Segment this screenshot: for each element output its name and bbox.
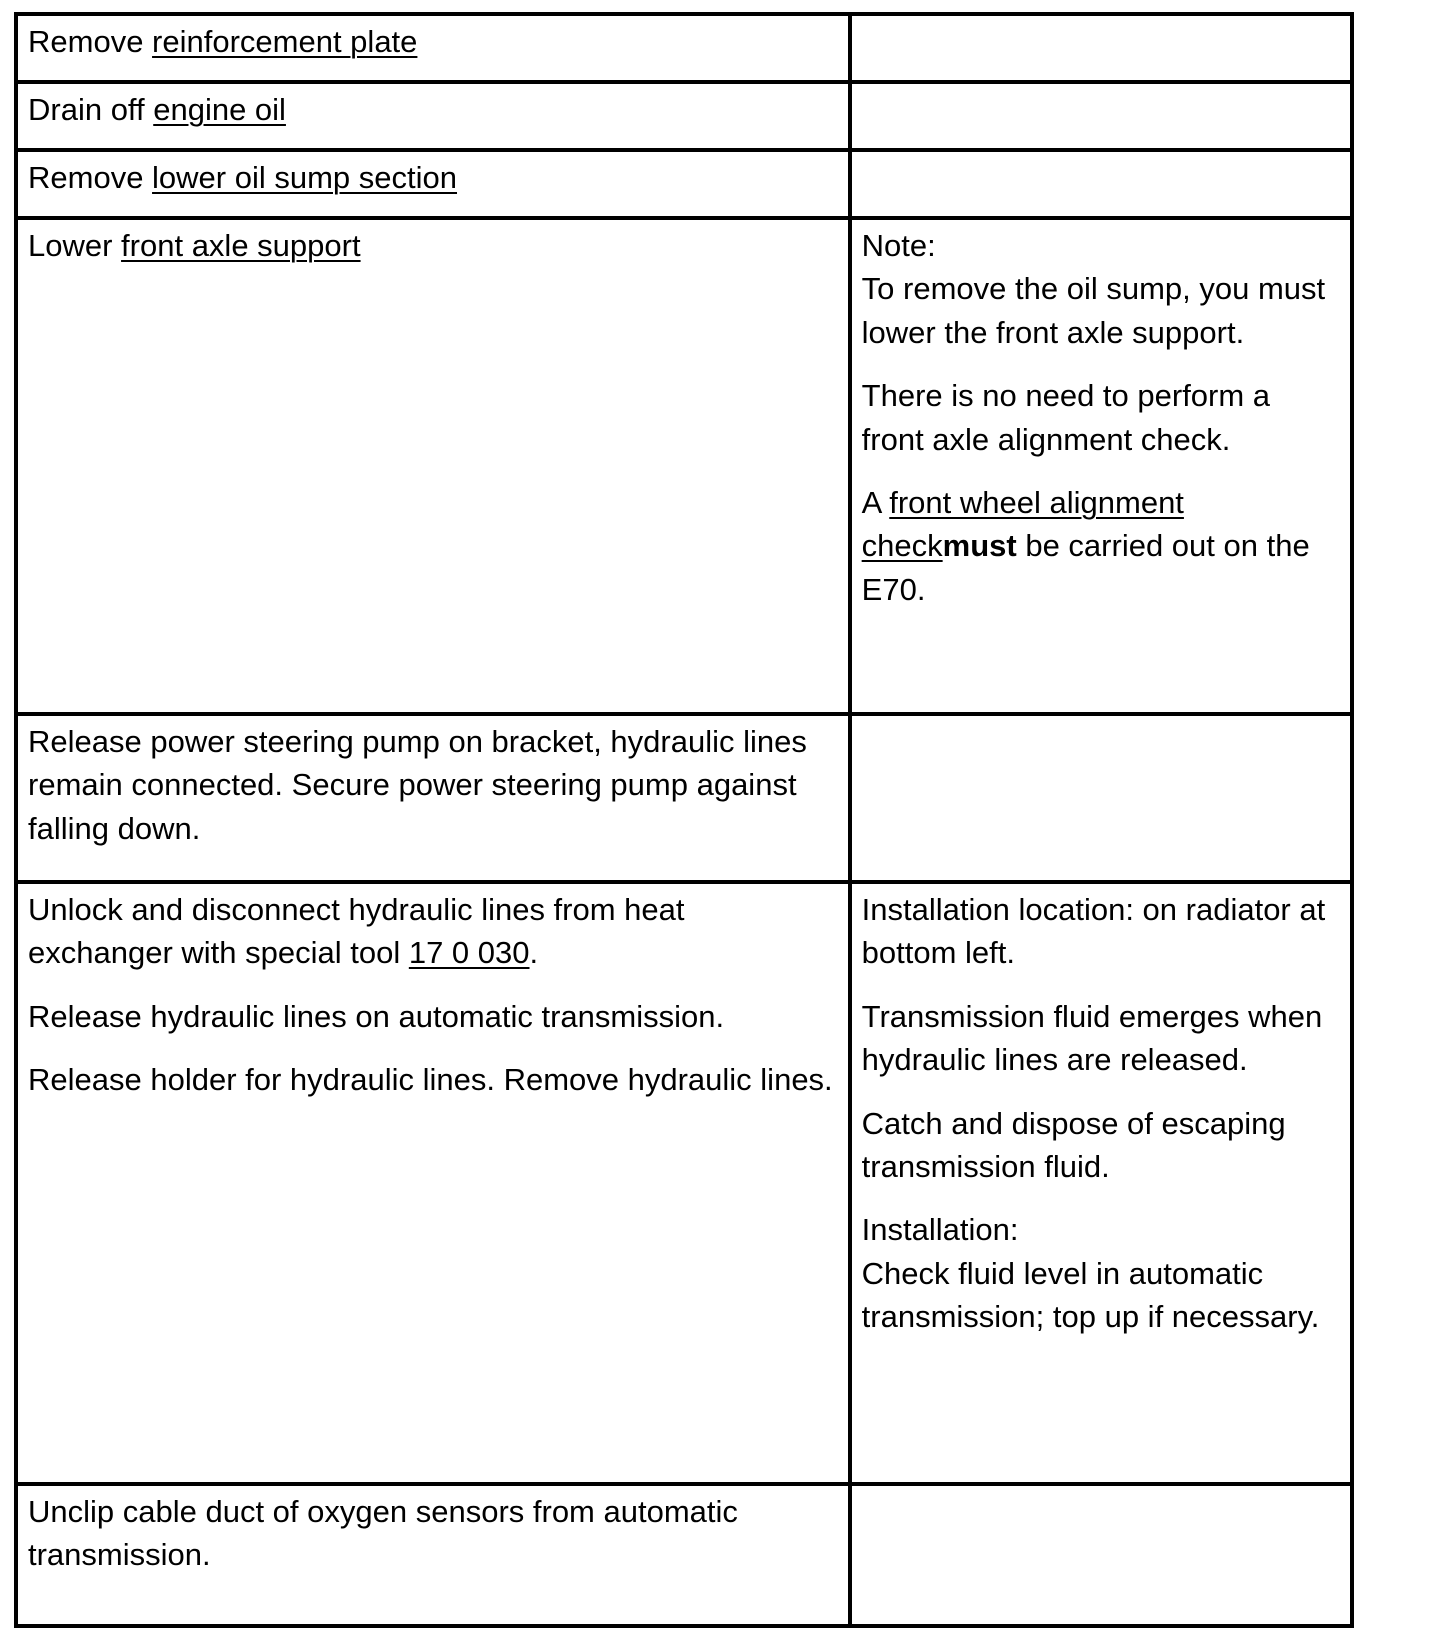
note-paragraph: There is no need to perform a front axle alignment check. <box>861 378 1271 457</box>
note-text: Check fluid level in automatic transmission; top up if necessary. <box>861 1255 1320 1335</box>
note-paragraph <box>862 481 1338 611</box>
note-cell <box>850 882 1352 1484</box>
note-paragraph: Transmission fluid emerges when hydraulic lines are released. <box>861 998 1323 1078</box>
step-text: Drain off <box>28 92 154 127</box>
step-text: Remove <box>28 24 153 59</box>
note-cell-empty <box>850 1484 1352 1626</box>
note-cell-empty <box>850 14 1352 82</box>
note-cell <box>850 218 1352 714</box>
note-text: A <box>861 484 890 520</box>
step-cell <box>16 14 850 82</box>
table-row <box>16 1484 1352 1626</box>
note-paragraph: Installation location: on radiator at bottom left. <box>861 892 1326 971</box>
table-row <box>16 82 1352 150</box>
step-text: Remove <box>28 160 153 195</box>
step-link[interactable]: engine oil <box>153 92 286 127</box>
step-cell <box>16 714 850 882</box>
note-cell-empty <box>850 82 1352 150</box>
note-paragraph <box>862 1208 1338 1338</box>
step-text: Unlock and disconnect hydraulic lines from heat exchanger with special tool <box>28 892 685 971</box>
step-text: Release power steering pump on bracket, hydraulic lines remain connected. Secure power steering pump against falling down. <box>28 724 807 846</box>
table-row <box>16 882 1352 1484</box>
step-link[interactable]: lower oil sump section <box>152 160 458 195</box>
step-link[interactable]: front axle support <box>121 228 361 263</box>
step-link[interactable]: 17 0 030 <box>408 935 530 971</box>
step-cell <box>16 1484 850 1626</box>
step-paragraph <box>28 888 836 975</box>
note-label: Installation: <box>861 1212 1019 1248</box>
table-row <box>16 150 1352 218</box>
step-paragraph: Release holder for hydraulic lines. Remove hydraulic lines. <box>28 1062 833 1098</box>
step-cell <box>16 82 850 150</box>
procedure-table <box>14 12 1354 1628</box>
step-text: . <box>529 935 539 971</box>
step-cell <box>16 218 850 714</box>
step-text: Unclip cable duct of oxygen sensors from automatic transmission. <box>28 1494 738 1573</box>
step-cell <box>16 882 850 1484</box>
note-cell-empty <box>850 150 1352 218</box>
note-cell-empty <box>850 714 1352 882</box>
note-paragraph: Catch and dispose of escaping transmission fluid. <box>861 1105 1286 1184</box>
note-paragraph <box>862 224 1338 354</box>
table-row <box>16 14 1352 82</box>
step-cell <box>16 150 850 218</box>
note-link[interactable]: front wheel alignment check <box>861 484 1184 564</box>
note-text: be carried out on the E70. <box>861 528 1310 607</box>
note-text: To remove the oil sump, you must lower the front axle support. <box>861 271 1326 350</box>
note-label: Note: <box>861 228 936 263</box>
table-row <box>16 714 1352 882</box>
table-row <box>16 218 1352 714</box>
step-link[interactable]: reinforcement plate <box>152 24 418 59</box>
step-paragraph: Release hydraulic lines on automatic transmission. <box>28 998 725 1034</box>
note-bold-text: must <box>942 528 1017 564</box>
step-text: Lower <box>28 228 122 263</box>
